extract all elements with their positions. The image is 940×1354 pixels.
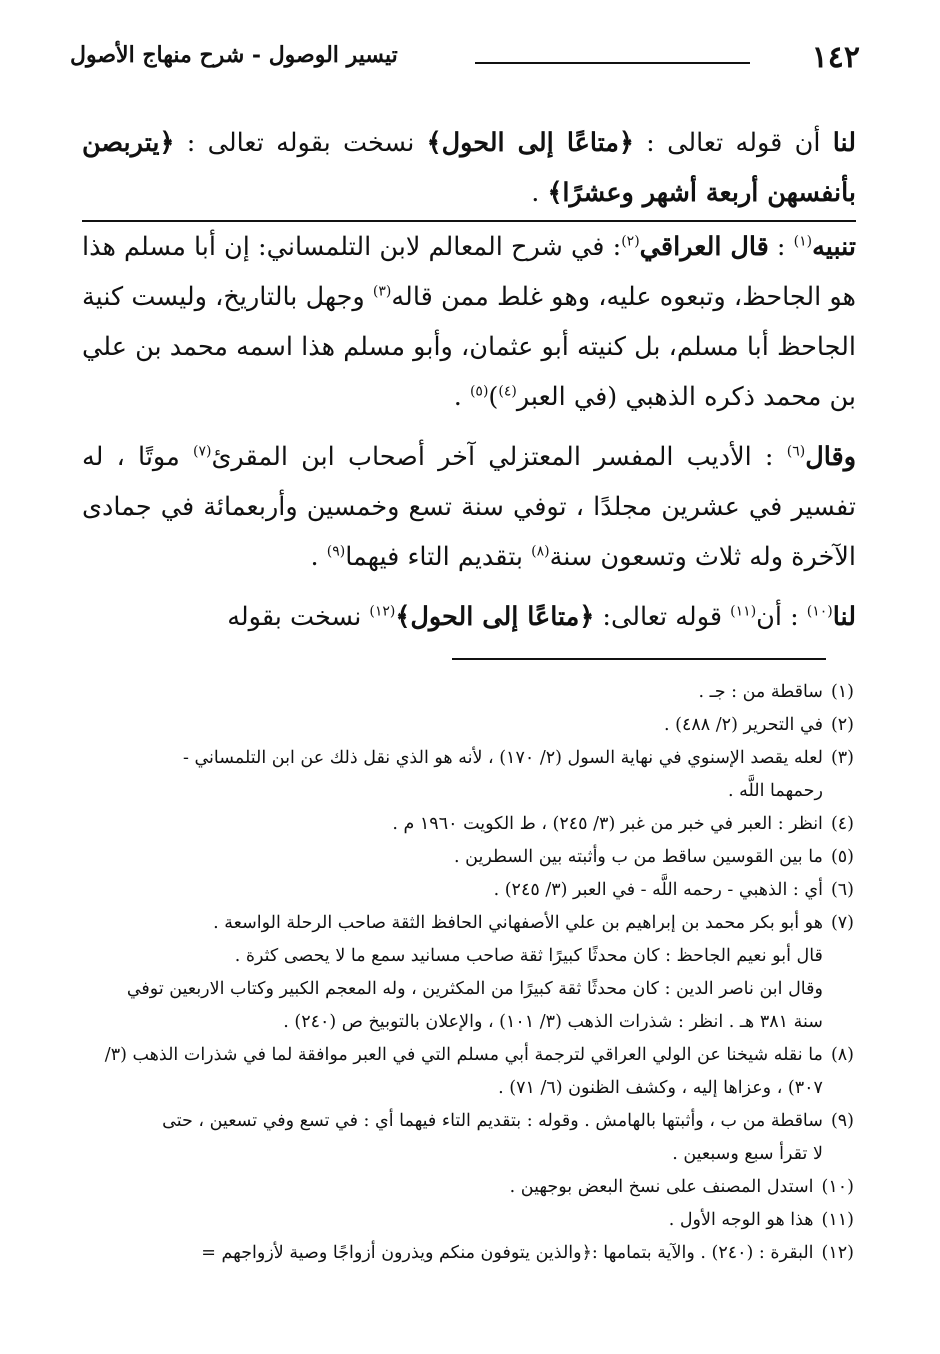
lead-word: لنا xyxy=(832,128,856,158)
footnote-number: (١) xyxy=(830,682,854,702)
footnote-line: رحمهما اللَّه . xyxy=(727,781,823,801)
footnote-line: سنة ٣٨١ هـ . انظر : شذرات الذهب (٣/ ١٠١) ، والإعلان بالتوبيخ ص (٢٤٠) . xyxy=(283,1012,823,1032)
paragraph-1 xyxy=(82,118,856,218)
footnote-line: لا تقرأ سبع وسبعين . xyxy=(672,1144,823,1164)
footnote-line: ساقطة من : جـ . xyxy=(698,682,823,702)
footnote-text xyxy=(84,874,823,907)
footnote-number: (٩) xyxy=(830,1111,854,1131)
paragraph-4 xyxy=(82,592,856,642)
footnote-number: (٧) xyxy=(830,913,854,933)
footnote-text xyxy=(84,808,823,841)
footnotes xyxy=(84,676,854,1270)
footnote xyxy=(84,1204,854,1237)
footnote-ref: (١٢) xyxy=(369,603,396,620)
footnote xyxy=(84,841,854,874)
footnote-text xyxy=(84,907,823,1039)
text-run: : xyxy=(768,232,794,262)
footnote xyxy=(84,1237,854,1270)
footnote-ref: (٣) xyxy=(372,283,392,300)
paragraph-2 xyxy=(82,222,856,422)
footnote xyxy=(84,874,854,907)
footnote-number: (١٢) xyxy=(821,1243,854,1263)
footnote xyxy=(84,808,854,841)
text-run: . xyxy=(310,542,327,572)
footnote-line: هو أبو بكر محمد بن إبراهيم بن علي الأصفهاني الحافظ الثقة صاحب الرحلة الواسعة . xyxy=(213,913,823,933)
text-run: قوله تعالى: xyxy=(594,602,731,632)
footnote-ref: (٧) xyxy=(192,443,212,460)
paragraph-3 xyxy=(82,432,856,582)
footnote-separator xyxy=(452,658,826,660)
footnote-text xyxy=(84,1105,823,1171)
quran-quote: ﴿يتربصن بأنفسهن أربعة أشهر وعشرًا﴾ xyxy=(82,128,856,208)
footnote-ref: (٨) xyxy=(531,543,550,560)
main-text xyxy=(82,118,856,642)
text-run: أن قوله تعالى : xyxy=(633,128,833,158)
footnote xyxy=(84,1105,854,1171)
footnote-line: البقرة : (٢٤٠) . والآية بتمامها :﴿والذين يتوفون منكم ويذرون أزواجًا وصية لأزواجهم = xyxy=(201,1243,814,1263)
footnote-ref: (٤) xyxy=(498,383,517,400)
text-run: نسخت بقوله تعالى : xyxy=(174,128,427,158)
footnote-ref: (١) xyxy=(793,233,813,250)
footnote-number: (١١) xyxy=(821,1210,854,1230)
footnote-text xyxy=(84,1039,823,1105)
footnote-text xyxy=(84,742,823,808)
footnote xyxy=(84,1039,854,1105)
bold-phrase: قال العراقي xyxy=(639,232,769,262)
footnote-number: (٢) xyxy=(830,715,854,735)
footnote-ref: (٦) xyxy=(786,443,806,460)
footnote-line: لعله يقصد الإسنوي في نهاية السول (٢/ ١٧٠) ، لأنه هو الذي نقل ذلك عن ابن التلمساني - xyxy=(182,748,823,768)
footnote-line: ٣٠٧) ، وعزاها إليه ، وكشف الظنون (٦/ ٧١) . xyxy=(498,1078,823,1098)
footnote-line: أي : الذهبي - رحمه اللَّه - في العبر (٣/ ٢٤٥) . xyxy=(493,880,823,900)
footnote-text xyxy=(84,1171,814,1204)
text-run: وجهل بالتاريخ، وليست كنية الجاحظ أبا مسلم، بل كنيته أبو عثمان، وأبو مسلم هذا اسمه محمد بن علي بن محمد ذكره الذهبي (في العبر xyxy=(82,282,856,412)
footnote-line: وقال ابن ناصر الدين : كان محدثًا ثقة كبيرًا من المكثرين ، وله المعجم الكبير وكتاب الاربعين توفي xyxy=(126,979,823,999)
footnote xyxy=(84,742,854,808)
footnote xyxy=(84,676,854,709)
text-run: بتقديم التاء فيهما xyxy=(345,542,532,572)
text-run: : في شرح المعالم لابن التلمساني: إن أبا مسلم هذا هو الجاحظ، وتبعوه عليه، وهو غلط ممن قاله xyxy=(82,232,856,312)
footnote-text xyxy=(84,841,823,874)
quran-quote: ﴿متاعًا إلى الحول﴾ xyxy=(426,128,634,158)
lead-word: وقال xyxy=(805,442,857,472)
footnote-ref: (٥) xyxy=(469,383,489,400)
footnote-text xyxy=(84,1237,814,1270)
lead-word: لنا xyxy=(832,602,856,632)
footnote-line: استدل المصنف على نسخ البعض بوجهين . xyxy=(509,1177,814,1197)
page-number: ١٤٢ xyxy=(811,40,860,75)
text-run: نسخت بقوله xyxy=(227,602,370,632)
footnote-text xyxy=(84,1204,814,1237)
footnote-text xyxy=(84,709,823,742)
footnote-line: ما بين القوسين ساقط من ب وأثبته بين السطرين . xyxy=(454,847,823,867)
text-run: . xyxy=(453,382,470,412)
text-run: ) xyxy=(488,382,499,412)
footnote-number: (٤) xyxy=(830,814,854,834)
text-run: . xyxy=(531,178,548,208)
header-rule xyxy=(475,62,750,64)
footnote-number: (١٠) xyxy=(821,1177,854,1197)
running-header xyxy=(70,40,860,80)
footnote xyxy=(84,1171,854,1204)
footnote-ref: (١٠) xyxy=(806,603,833,620)
footnote-line: هذا هو الوجه الأول . xyxy=(668,1210,814,1230)
footnote-ref: (٩) xyxy=(326,543,346,560)
footnote-number: (٦) xyxy=(830,880,854,900)
footnote-line: ما نقله شيخنا عن الولي العراقي لترجمة أبي مسلم التي في العبر موافقة لما في شذرات الذهب (٣/ xyxy=(104,1045,823,1065)
footnote-number: (٣) xyxy=(830,748,854,768)
footnote-line: قال أبو نعيم الجاحظ : كان محدثًا كبيرًا ثقة صاحب مسانيد سمع ما لا يحصى كثرة . xyxy=(234,946,823,966)
text-run: : الأديب المفسر المعتزلي آخر أصحاب ابن المقرئ xyxy=(211,442,787,472)
book-title: تيسير الوصول - شرح منهاج الأصول xyxy=(70,42,398,68)
footnote xyxy=(84,709,854,742)
footnote-line: ساقطة من ب ، وأثبتها بالهامش . وقوله : بتقديم التاء فيهما أي : في تسع وفي تسعين ، حتى xyxy=(162,1111,823,1131)
footnote-text xyxy=(84,676,823,709)
text-run: موتًا ، له تفسير في عشرين مجلدًا ، توفي سنة تسع وخمسين وأربعمائة في جمادى الآخرة وله ثلاث وتسعون سنة xyxy=(82,442,856,572)
footnote-line: انظر : العبر في خبر من غبر (٣/ ٢٤٥) ، ط الكويت ١٩٦٠ م . xyxy=(392,814,823,834)
text-run: : أن xyxy=(756,602,807,632)
footnote-line: في التحرير (٢/ ٤٨٨) . xyxy=(664,715,823,735)
footnote-number: (٨) xyxy=(830,1045,854,1065)
footnote-ref: (٢) xyxy=(621,233,640,250)
footnote-number: (٥) xyxy=(830,847,854,867)
footnote xyxy=(84,907,854,1039)
footnote-ref: (١١) xyxy=(730,603,757,620)
quran-quote: ﴿متاعًا إلى الحول﴾ xyxy=(395,602,595,632)
lead-word: تنبيه xyxy=(812,232,856,262)
